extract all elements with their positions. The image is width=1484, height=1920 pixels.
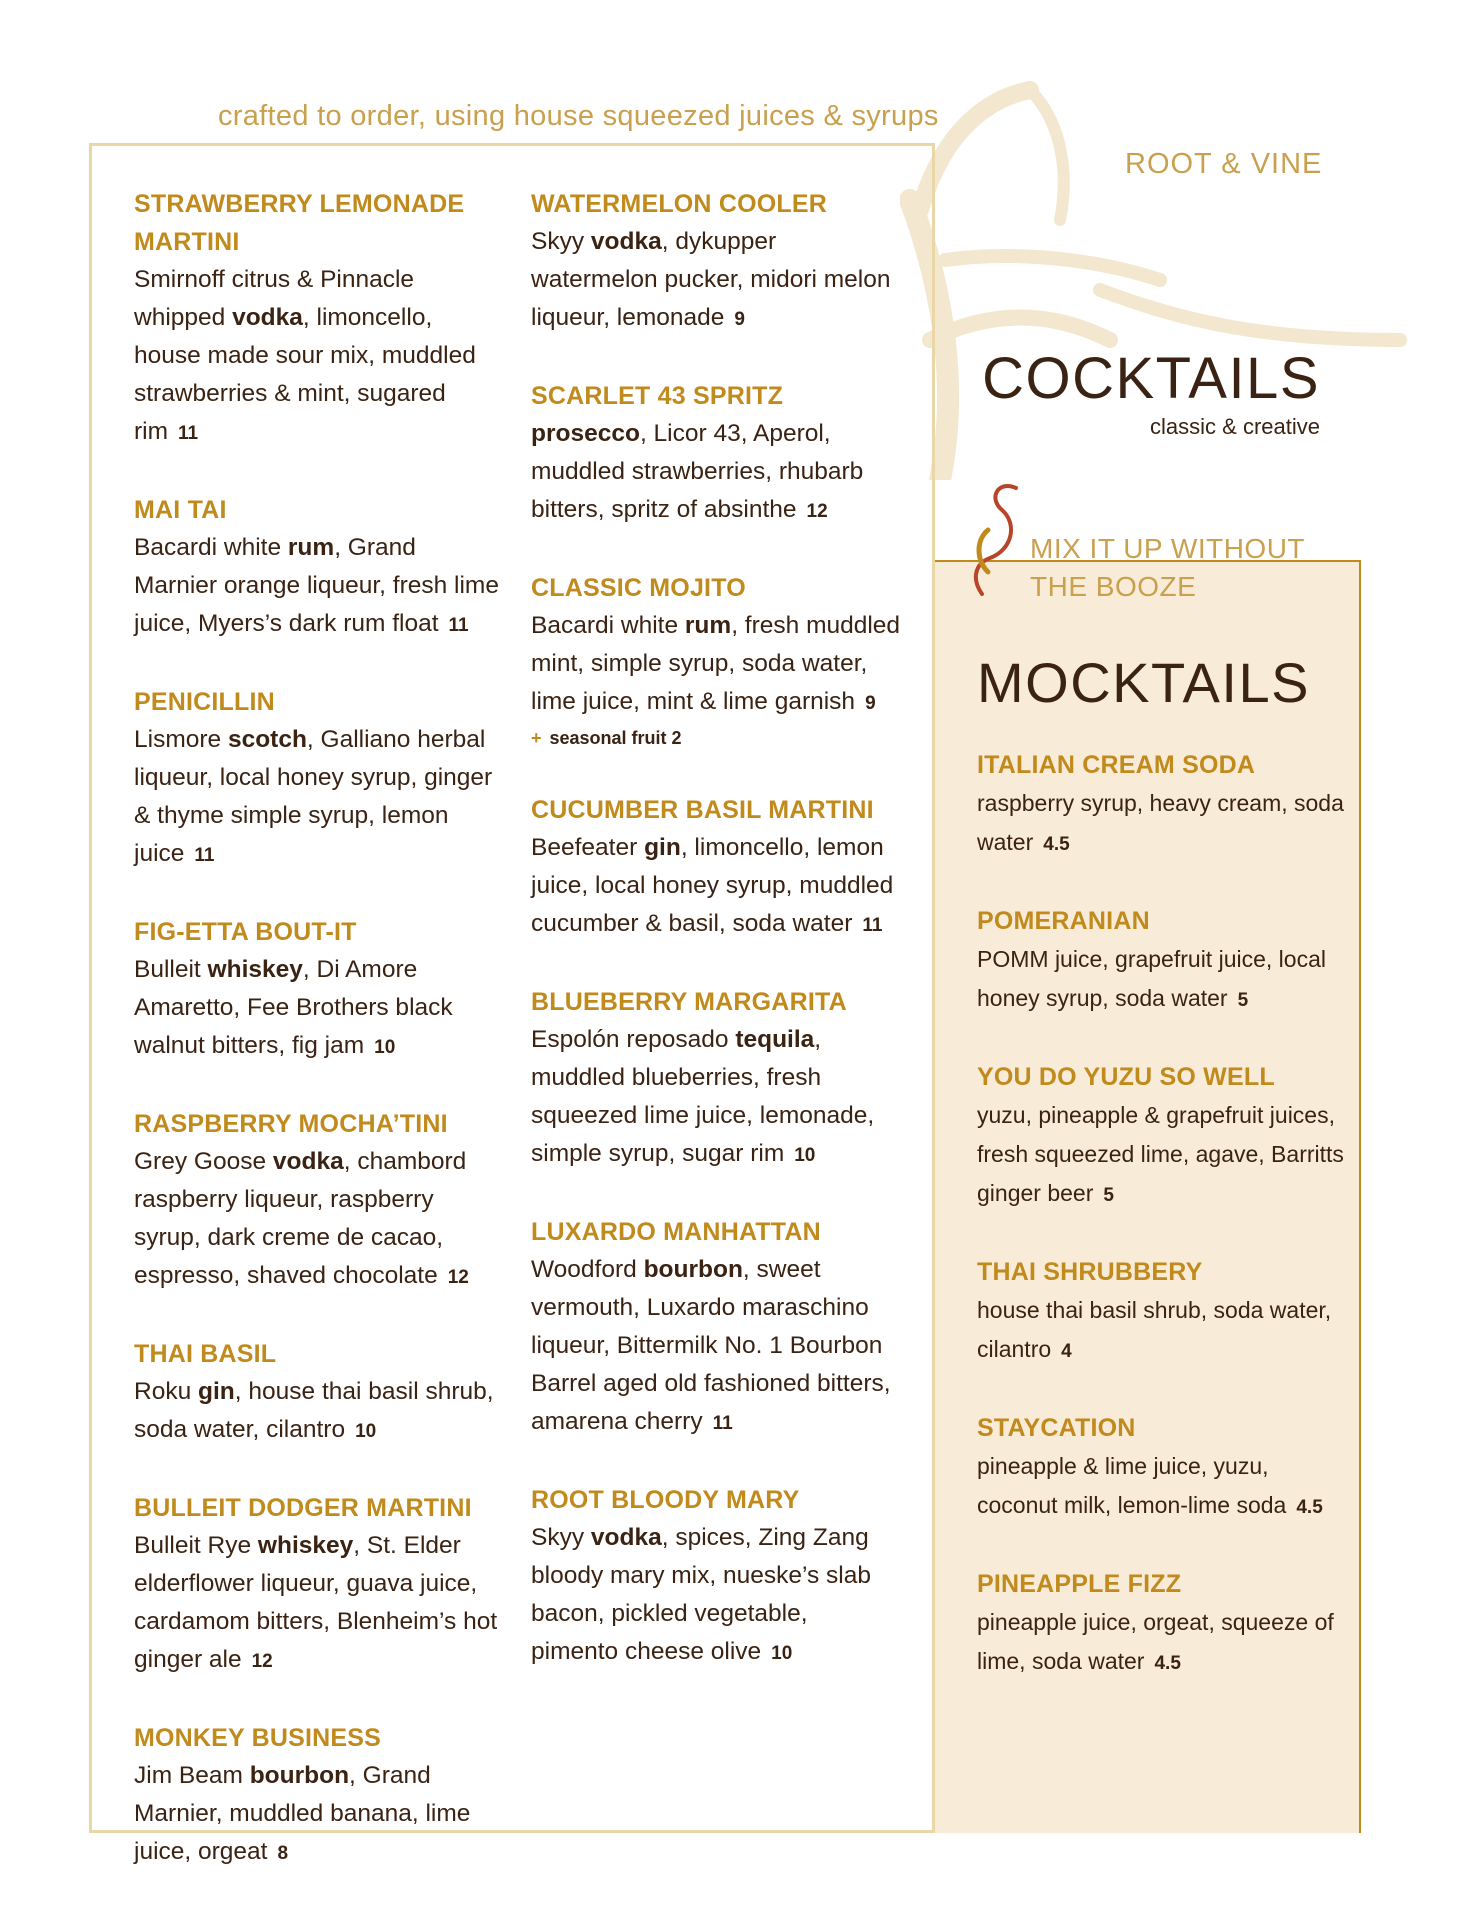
- cocktail-item: [134, 1489, 504, 1681]
- plus-icon: +: [531, 728, 542, 748]
- mocktail-name: STAYCATION: [977, 1414, 1136, 1442]
- mocktail-item: [977, 1058, 1347, 1215]
- description-post: , dykupper watermelon pucker, midori melon liqueur, lemonade: [531, 228, 891, 331]
- cocktail-name: BULLEIT DODGER MARTINI: [134, 1494, 472, 1522]
- description-text: yuzu, pineapple & grapefruit juices, fresh squeezed lime, agave, Barritts ginger beer: [977, 1102, 1344, 1206]
- cocktail-item: [531, 377, 901, 531]
- mocktail-name: YOU DO YUZU SO WELL: [977, 1063, 1275, 1091]
- description-text: raspberry syrup, heavy cream, soda water: [977, 790, 1344, 855]
- description-pre: Bulleit Rye: [134, 1532, 258, 1559]
- mocktail-description: [977, 784, 1347, 864]
- mocktail-list: [977, 746, 1347, 1721]
- cocktail-description: [134, 1143, 504, 1297]
- mocktail-heading: [1030, 530, 1305, 606]
- price: 4.5: [1154, 1653, 1181, 1674]
- cocktail-item: [134, 1335, 504, 1451]
- spirit-name: rum: [684, 612, 732, 639]
- price: 10: [374, 1037, 396, 1058]
- price: 12: [447, 1267, 469, 1288]
- description-pre: Skyy: [531, 228, 591, 255]
- price: 10: [771, 1643, 793, 1664]
- cocktail-item: [531, 791, 901, 945]
- description-post: , Galliano herbal liqueur, local honey syrup, ginger & thyme simple syrup, lemon juice: [134, 726, 493, 867]
- price: 10: [355, 1421, 377, 1442]
- cocktail-item: [134, 1105, 504, 1297]
- cocktail-description: [531, 829, 901, 945]
- spirit-name: gin: [644, 834, 681, 861]
- mocktail-name: PINEAPPLE FIZZ: [977, 1570, 1182, 1598]
- description-text: house thai basil shrub, soda water, cilantro: [977, 1297, 1332, 1362]
- description-pre: Woodford: [531, 1256, 644, 1283]
- price: 9: [734, 309, 745, 330]
- mocktail-description: [977, 1291, 1347, 1371]
- spirit-name: whiskey: [257, 1532, 354, 1559]
- spirit-name: vodka: [590, 228, 662, 255]
- cocktail-name: SCARLET 43 SPRITZ: [531, 382, 784, 410]
- mocktail-heading-line2: THE BOOZE: [1030, 571, 1197, 602]
- cocktail-item: [134, 1719, 504, 1873]
- cocktail-name: LUXARDO MANHATTAN: [531, 1218, 821, 1246]
- price: 12: [806, 501, 828, 522]
- description-text: pineapple & lime juice, yuzu, coconut milk, lemon-lime soda: [977, 1453, 1287, 1518]
- description-pre: Grey Goose: [134, 1148, 273, 1175]
- spirit-name: gin: [198, 1378, 235, 1405]
- mocktail-name: THAI SHRUBBERY: [977, 1258, 1203, 1286]
- description-pre: Bulleit: [134, 956, 208, 983]
- cocktail-item: [134, 491, 504, 645]
- cocktail-item: [531, 569, 901, 753]
- mocktail-item: [977, 1409, 1347, 1527]
- cocktail-name: WATERMELON COOLER: [531, 190, 827, 218]
- price: 5: [1103, 1185, 1114, 1206]
- description-text: POMM juice, grapefruit juice, local honey syrup, soda water: [977, 946, 1326, 1011]
- description-pre: Beefeater: [531, 834, 645, 861]
- price: 11: [194, 845, 215, 866]
- cocktail-name: CLASSIC MOJITO: [531, 574, 746, 602]
- cocktail-column-right: [531, 185, 901, 1711]
- brand-name: ROOT & VINE: [1125, 148, 1323, 180]
- cocktails-subtitle: classic & creative: [1150, 414, 1320, 439]
- cocktail-description: [134, 951, 504, 1067]
- mocktail-item: [977, 1253, 1347, 1371]
- description-pre: Smirnoff citrus & Pinnacle whipped: [134, 266, 415, 331]
- description-pre: Jim Beam: [134, 1762, 250, 1789]
- tagline: crafted to order, using house squeezed juices & syrups: [218, 100, 939, 132]
- cocktail-item: [531, 1213, 901, 1443]
- price: 5: [1237, 990, 1249, 1011]
- cocktail-name: CUCUMBER BASIL MARTINI: [531, 796, 874, 824]
- cocktail-name: THAI BASIL: [134, 1340, 277, 1368]
- description-post: , St. Elder elderflower liqueur, guava juice, cardamom bitters, Blenheim’s hot ginger ale: [134, 1532, 498, 1673]
- addon-option: [531, 723, 901, 753]
- spirit-name: tequila: [735, 1026, 815, 1053]
- description-text: pineapple juice, orgeat, squeeze of lime, soda water: [977, 1609, 1334, 1674]
- cocktail-name: RASPBERRY MOCHA’TINI: [134, 1110, 448, 1138]
- cocktail-description: [134, 1373, 504, 1451]
- spirit-name: vodka: [232, 304, 303, 331]
- cocktail-item: [134, 913, 504, 1067]
- description-post: , Di Amore Amaretto, Fee Brothers black walnut bitters, fig jam: [134, 956, 453, 1059]
- cocktail-name: BLUEBERRY MARGARITA: [531, 988, 847, 1016]
- spirit-name: bourbon: [249, 1762, 350, 1789]
- description-pre: Skyy: [531, 1524, 591, 1551]
- spirit-name: vodka: [590, 1524, 662, 1551]
- cocktail-description: [134, 721, 504, 875]
- cocktail-item: [134, 683, 504, 875]
- spirit-name: whiskey: [207, 956, 303, 983]
- description-post: , muddled blueberries, fresh squeezed lime juice, lemonade, simple syrup, sugar rim: [531, 1026, 875, 1167]
- cocktail-description: [531, 1251, 901, 1443]
- price: 4.5: [1043, 834, 1070, 855]
- mocktails-title: MOCKTAILS: [977, 651, 1310, 714]
- description-post: , Grand Marnier, muddled banana, lime juice, orgeat: [134, 1762, 471, 1865]
- cocktail-item: [531, 983, 901, 1175]
- cocktail-column-left: [134, 185, 504, 1911]
- description-post: , sweet vermouth, Luxardo maraschino liqueur, Bittermilk No. 1 Bourbon Barrel aged old fashioned bitters, amarena cherry: [531, 1256, 891, 1435]
- mocktail-description: [977, 1096, 1347, 1215]
- description-post: , Licor 43, Aperol, muddled strawberries, rhubarb bitters, spritz of absinthe: [531, 420, 864, 523]
- cocktail-description: [531, 1021, 901, 1175]
- mocktail-heading-line1: MIX IT UP WITHOUT: [1030, 533, 1306, 564]
- price: 11: [862, 915, 883, 936]
- spirit-name: prosecco: [531, 420, 640, 447]
- price: 4: [1061, 1341, 1072, 1362]
- description-post: , chambord raspberry liqueur, raspberry syrup, dark creme de cacao, espresso, shaved chocolate: [134, 1148, 467, 1289]
- description-post: , Grand Marnier orange liqueur, fresh lime juice, Myers’s dark rum float: [134, 534, 499, 637]
- mocktail-description: [977, 1447, 1347, 1527]
- cocktail-description: [134, 1757, 504, 1873]
- description-pre: Bacardi white: [531, 612, 685, 639]
- description-pre: Espolón reposado: [531, 1026, 736, 1053]
- cocktail-name: FIG-ETTA BOUT-IT: [134, 918, 357, 946]
- mocktail-item: [977, 902, 1347, 1020]
- cocktail-description: [134, 1527, 504, 1681]
- description-post: , fresh muddled mint, simple syrup, soda water, lime juice, mint & lime garnish: [531, 612, 901, 715]
- cocktail-name: MAI TAI: [134, 496, 227, 524]
- cocktail-name: MONKEY BUSINESS: [134, 1724, 382, 1752]
- cocktail-item: [531, 1481, 901, 1673]
- cocktail-name: PENICILLIN: [134, 688, 275, 716]
- cocktail-description: [531, 607, 901, 723]
- price: 9: [865, 693, 876, 714]
- cocktail-name: ROOT BLOODY MARY: [531, 1486, 800, 1514]
- cocktail-item: [134, 185, 504, 453]
- description-pre: Roku: [134, 1378, 199, 1405]
- price: 11: [448, 615, 469, 636]
- price: 12: [251, 1651, 273, 1672]
- price: 11: [712, 1413, 733, 1434]
- description-post: , house thai basil shrub, soda water, cilantro: [134, 1378, 494, 1443]
- spirit-name: bourbon: [643, 1256, 743, 1283]
- spirit-name: vodka: [272, 1148, 344, 1175]
- cocktail-description: [531, 1519, 901, 1673]
- spirit-name: scotch: [227, 726, 307, 753]
- mocktail-description: [977, 940, 1347, 1020]
- cocktail-item: [531, 185, 901, 339]
- mocktail-item: [977, 746, 1347, 864]
- spirit-name: rum: [287, 534, 335, 561]
- description-pre: Lismore: [134, 726, 228, 753]
- cocktail-description: [134, 261, 504, 453]
- mocktail-description: [977, 1603, 1347, 1683]
- mocktail-name: ITALIAN CREAM SODA: [977, 751, 1256, 779]
- cocktails-title: COCKTAILS: [982, 346, 1320, 411]
- description-post: , limoncello, lemon juice, local honey syrup, muddled cucumber & basil, soda water: [531, 834, 894, 937]
- price: 11: [178, 423, 199, 444]
- cocktail-description: [531, 415, 901, 531]
- mocktail-name: POMERANIAN: [977, 907, 1150, 935]
- cocktail-description: [134, 529, 504, 645]
- price: 10: [794, 1145, 816, 1166]
- description-post: , limoncello, house made sour mix, muddled strawberries & mint, sugared rim: [134, 304, 476, 445]
- description-post: , spices, Zing Zang bloody mary mix, nueske’s slab bacon, pickled vegetable, pimento cheese olive: [531, 1524, 871, 1665]
- swirl-icon: [968, 480, 1028, 600]
- cocktail-name: STRAWBERRY LEMONADE MARTINI: [134, 190, 465, 256]
- mocktail-item: [977, 1565, 1347, 1683]
- cocktail-description: [531, 223, 901, 339]
- description-pre: Bacardi white: [134, 534, 288, 561]
- addon-label: seasonal fruit 2: [549, 728, 682, 748]
- price: 8: [277, 1843, 289, 1864]
- price: 4.5: [1296, 1497, 1323, 1518]
